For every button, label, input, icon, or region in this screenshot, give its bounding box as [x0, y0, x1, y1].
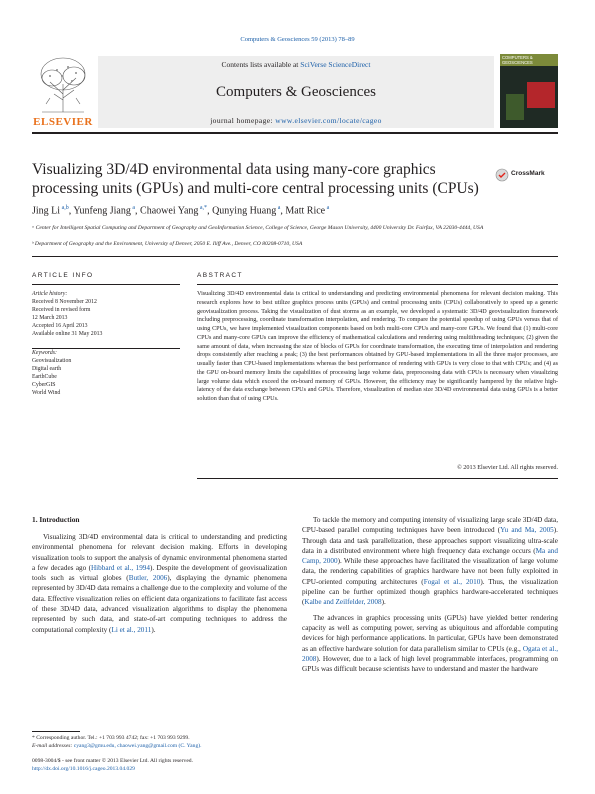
body-text: ). Thus, the visualization pipeline can be further optimized though graphics hardware-accelerated techniques ( — [302, 577, 559, 607]
body-text: ). Despite the development of geovisualization tools such as virtual globes ( — [32, 563, 287, 583]
abstract-heading: ABSTRACT — [197, 272, 243, 279]
homepage-prefix: journal homepage: — [210, 116, 276, 125]
citation-link[interactable]: Ma and Camp, 2000 — [302, 546, 558, 566]
history-label: Article history: — [32, 291, 68, 297]
body-paragraph — [302, 613, 558, 675]
author-affiliation-marker[interactable]: a,* — [198, 205, 208, 211]
running-head[interactable]: Computers & Geosciences 59 (2013) 78–89 — [240, 36, 355, 43]
author-name[interactable]: Chaowei Yang — [140, 205, 199, 217]
author-separator: , — [280, 205, 286, 217]
history-item: Available online 31 May 2013 — [32, 331, 103, 338]
cover-title-band — [500, 54, 558, 66]
keywords-label: Keywords: — [32, 350, 57, 356]
footnote-marker: * — [32, 735, 35, 741]
abstract-text: Visualizing 3D/4D environmental data is critical to understanding and predicting environmental phenomena for relevant decision making. This research explores how to best utilize graphics process units (GPUs) and central processing units (CPUs) collaboratively to speed up a generic geovisualization process. Taking the visualization of dust storms as an example, we developed a systematic 3D/4D geovisualization framework including preprocessing, coordinate transformation interpolation, and rendering. To compare the potential speedup of using GPUs versus that of using CPUs, we have implemented visualization components based on both multi-core CPUs and many-core GPUs. We found that (1) multi-core CPUs and many-core GPUs can improve the efficiency of mathematical calculations and rendering using multithreading techniques; (2) given the same amount of data, when increasing the size of blocks of GPUs for coordinate transformation, the executing time of interpolation and rendering drops consistently after reaching a peak; (3) the best performances obtained by GPU-based implementations in all the three major processes, are usually faster than CPU-based implementations whereas the best performance of rendering with GPUs is very close to that with CPUs; and (4) as the GPU on-board memory limits the capabilities of processing large volume data, preprocessing data with CPUs is necessary when visualizing large volume data which exceed the on-board memory of GPUs. However, the efficiency may be significantly hampered by the relative high-latency of the data exchange between CPUs and GPUs. Therefore, visualization of median size 3D/4D environmental data using GPUs is a better solution than that of using CPUs. — [197, 291, 558, 402]
keyword: EarthCube — [32, 374, 57, 381]
keyword: Geovisualization — [32, 358, 72, 365]
cover-title-text: COMPUTERS & GEOSCIENCES — [502, 55, 533, 65]
citation-link[interactable]: Yu and Ma, 2005 — [500, 526, 554, 535]
history-item: Accepted 16 April 2013 — [32, 323, 88, 330]
elsevier-wordmark: ELSEVIER — [33, 116, 93, 128]
keywords-block — [32, 349, 180, 398]
body-paragraph — [32, 532, 287, 635]
body-text: ). However, due to a lack of high level programmable interfaces, programming on GPUs was difficult because scientists have to understand and master the hardware — [302, 654, 558, 674]
affiliation-b: ᵇ Department of Geography and the Environment, University of Denver, 2050 E. Iliff Ave., Denver, CO 80208-0710, USA — [32, 241, 303, 247]
citation-link[interactable]: Fogal et al., 2010 — [423, 577, 481, 586]
email-label: E-mail addresses: — [32, 743, 74, 749]
body-column-left — [32, 532, 287, 635]
body-column-right — [302, 515, 558, 674]
body-text: ), displaying the dynamic phenomena represented by 3D/4D data remains a challenge due to the complexity and volume of the data. Effective visualization relies on efficient data organizations to facilitate fast access of these 3D/4D data, advanced visualization algorithms to display the phenomena represented by such data, and state-of-art computing techniques to address the computational complexity ( — [32, 574, 287, 634]
author-name[interactable]: Matt Rice — [285, 205, 326, 217]
article-title: Visualizing 3D/4D environmental data using many-core graphics processing units (GPUs) and multi-core central processing units (CPUs) — [32, 161, 479, 197]
author-name[interactable]: Jing Li — [32, 205, 61, 217]
author-separator: , — [68, 205, 74, 217]
author-affiliation-marker[interactable]: a — [276, 205, 281, 211]
corresponding-author-line — [32, 734, 287, 742]
journal-homepage-link[interactable]: www.elsevier.com/locate/cageo — [275, 116, 382, 125]
author-affiliation-marker[interactable]: a — [130, 205, 136, 211]
journal-homepage-line — [98, 116, 494, 125]
header-rule — [32, 132, 558, 134]
journal-cover-thumbnail — [500, 54, 558, 128]
body-text: ). — [381, 598, 386, 607]
abstract-bottom-rule — [197, 478, 558, 479]
crossmark-label[interactable]: CrossMark — [511, 170, 545, 177]
keyword: World Wind — [32, 390, 61, 397]
author-list — [32, 205, 558, 216]
article-history — [32, 290, 180, 339]
article-info-rule — [32, 284, 180, 285]
corresponding-author-footnote — [32, 734, 287, 750]
issn-doi-block — [32, 757, 287, 773]
abstract-rule — [197, 284, 558, 285]
body-text: Visualizing 3D/4D environmental data is critical to understanding and predicting environmental phenomena for relevant decision making. Efforts in developing visualization tools to support the analysis of dynamic environmental phenomena started a few decades ago ( — [32, 533, 287, 572]
citation-link[interactable]: Kalbe and Zeilfelder, 2008 — [304, 598, 382, 607]
contents-prefix: Contents lists available at — [221, 60, 301, 69]
author-affiliation-marker[interactable]: a — [325, 205, 330, 211]
journal-title: Computers & Geosciences — [216, 84, 376, 100]
cover-image-green — [506, 94, 524, 120]
email-line — [32, 742, 287, 750]
issn-line: 0098-3004/$ - see front matter © 2013 Elsevier Ltd. All rights reserved. — [32, 758, 193, 764]
history-item: 12 March 2013 — [32, 315, 68, 322]
contents-availability-line — [98, 60, 494, 69]
citation-link[interactable]: Ogata et al., 2008 — [302, 644, 558, 663]
email-links[interactable]: cyang3@gmu.edu, chaowei.yang@gmail.com (C. Yang). — [73, 743, 202, 749]
author-name[interactable]: Yunfeng Jiang — [73, 205, 131, 217]
history-item: Received in revised form — [32, 307, 91, 314]
author-separator: , — [135, 205, 141, 217]
author-separator: , — [207, 205, 213, 217]
body-text: ). — [151, 625, 156, 634]
history-item: Received 8 November 2012 — [32, 299, 97, 306]
affiliation-a: ᵃ Center for Intelligent Spatial Computing and Department of Geography and GeoInformation Science, College of Science, George Mason University, 4400 University Dr. Fairfax, VA 22030-4444, USA — [32, 225, 484, 231]
author-name[interactable]: Qunying Huang — [212, 205, 277, 217]
body-text: The advances in graphics processing units (GPUs) have yielded better rendering capacity as well as computing power, serving as ubiquitous and affordable computing devices for high performance applications. In particular, GPUs have been demonstrated as an effective hardware solution for data parallelism similar to CPUs (e.g., — [302, 613, 558, 653]
cover-image-red — [527, 82, 555, 108]
doi-link[interactable]: http://dx.doi.org/10.1016/j.cageo.2013.04.029 — [32, 766, 135, 772]
abstract-copyright: © 2013 Elsevier Ltd. All rights reserved. — [457, 464, 558, 471]
body-paragraph — [302, 515, 558, 608]
article-info-heading: ARTICLE INFO — [32, 272, 94, 279]
sciencedirect-link[interactable]: SciVerse ScienceDirect — [300, 60, 371, 69]
citation-link[interactable]: Hibbard et al., 1994 — [90, 563, 150, 572]
body-text: To tackle the memory and computing intensity of visualizing large scale 3D/4D data, CPU-based parallel computing techniques have been introduced ( — [302, 516, 558, 535]
keyword: CyberGIS — [32, 382, 56, 389]
section-heading-introduction: 1. Introduction — [32, 515, 80, 524]
body-text: ). While these approaches have facilitated the visualization of large volume data, the rendering capabilities of graphics hardware have not been fully exploited in CPU-oriented computing architectures ( — [302, 557, 558, 586]
corresponding-author-text: Corresponding author. Tel.: +1 703 993 4742; fax: +1 703 993 9299. — [36, 735, 190, 741]
citation-link[interactable]: Butler, 2006 — [128, 574, 168, 583]
body-text: ). Through data and task parallelization, these approaches support visualizing ultra-scale data in a distributed environment where high frequency data exchange occurs ( — [302, 526, 558, 555]
author-affiliation-marker[interactable]: a,b — [60, 205, 69, 211]
citation-link[interactable]: Li et al., 2011 — [111, 625, 152, 634]
keyword: Digital earth — [32, 366, 62, 373]
authors-rule — [32, 256, 558, 257]
footnote-rule — [32, 731, 80, 732]
